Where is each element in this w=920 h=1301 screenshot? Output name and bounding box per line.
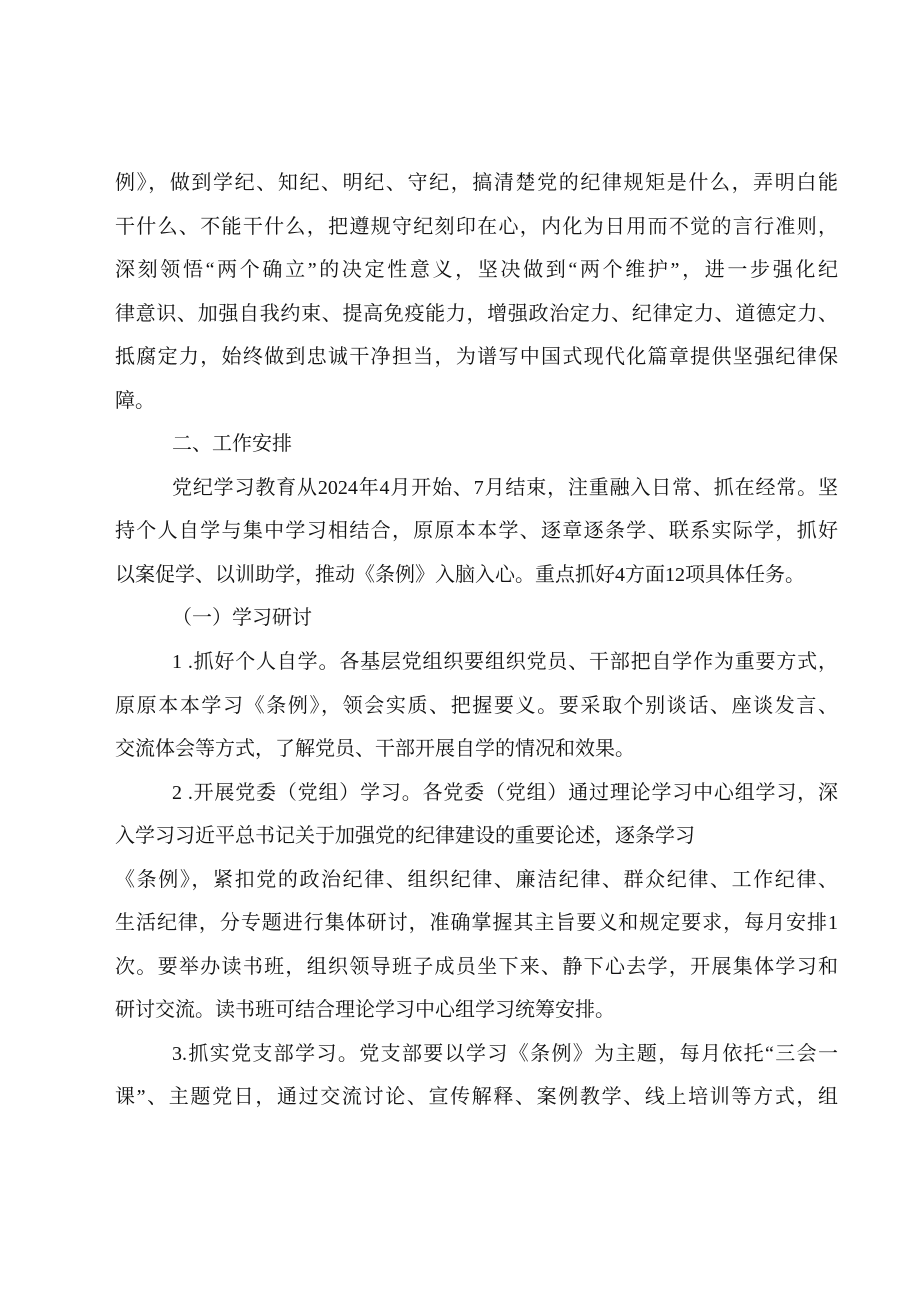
item-1-line-1: 1 .抓好个人自学。各基层党组织要组织党员、干部把自学作为重要方式，	[172, 651, 838, 674]
document-text-block	[115, 162, 838, 1120]
item-3-line-2: 课”、主题党日，通过交流讨论、宣传解释、案例教学、线上培训等方式，组	[115, 1086, 838, 1109]
para-1-line-2: 干什么、不能干什么，把遵规守纪刻印在心，内化为日用而不觉的言行准则，	[115, 215, 838, 238]
heading-section-2: 二、工作安排	[172, 433, 292, 456]
item-1-line-2: 原原本本学习《条例》，领会实质、把握要义。要采取个别谈话、座谈发言、	[115, 694, 838, 717]
para-1-line-1: 例》，做到学纪、知纪、明纪、守纪，搞清楚党的纪律规矩是什么，弄明白能	[115, 172, 838, 194]
item-3-line-1: 3.抓实党支部学习。党支部要以学习《条例》为主题，每月依托“三会一	[172, 1042, 838, 1065]
item-1-line-3: 交流体会等方式，了解党员、干部开展自学的情况和效果。	[115, 738, 635, 761]
para-2-line-3: 以案促学、以训助学，推动《条例》入脑入心。重点抓好4方面12项具体任务。	[115, 563, 805, 586]
item-2-line-2: 入学习习近平总书记关于加强党的纪律建设的重要论述，逐条学习	[115, 825, 695, 848]
para-1-line-4: 律意识、加强自我约束、提高免疫能力，增强政治定力、纪律定力、道德定力、	[115, 302, 838, 325]
item-2-line-5: 次。要举办读书班，组织领导班子成员坐下来、静下心去学，开展集体学习和	[115, 955, 838, 978]
para-1-line-6: 障。	[115, 389, 155, 412]
item-2-line-3: 《条例》，紧扣党的政治纪律、组织纪律、廉洁纪律、群众纪律、工作纪律、	[115, 868, 838, 891]
para-2-line-1: 党纪学习教育从2024年4月开始、7月结束，注重融入日常、抓在经常。坚	[172, 476, 838, 499]
item-2-line-6: 研讨交流。读书班可结合理论学习中心组学习统筹安排。	[115, 999, 615, 1022]
heading-subsection-1: （一）学习研讨	[172, 607, 312, 630]
para-2-line-2: 持个人自学与集中学习相结合，原原本本学、逐章逐条学、联系实际学，抓好	[115, 520, 838, 543]
item-2-line-4: 生活纪律，分专题进行集体研讨，准确掌握其主旨要义和规定要求，每月安排1	[115, 912, 838, 935]
item-2-line-1: 2 .开展党委（党组）学习。各党委（党组）通过理论学习中心组学习，深	[172, 781, 838, 804]
para-1-line-5: 抵腐定力，始终做到忠诚干净担当，为谱写中国式现代化篇章提供坚强纪律保	[115, 346, 838, 369]
para-1-line-3: 深刻领悟“两个确立”的决定性意义，坚决做到“两个维护”，进一步强化纪	[115, 259, 838, 282]
